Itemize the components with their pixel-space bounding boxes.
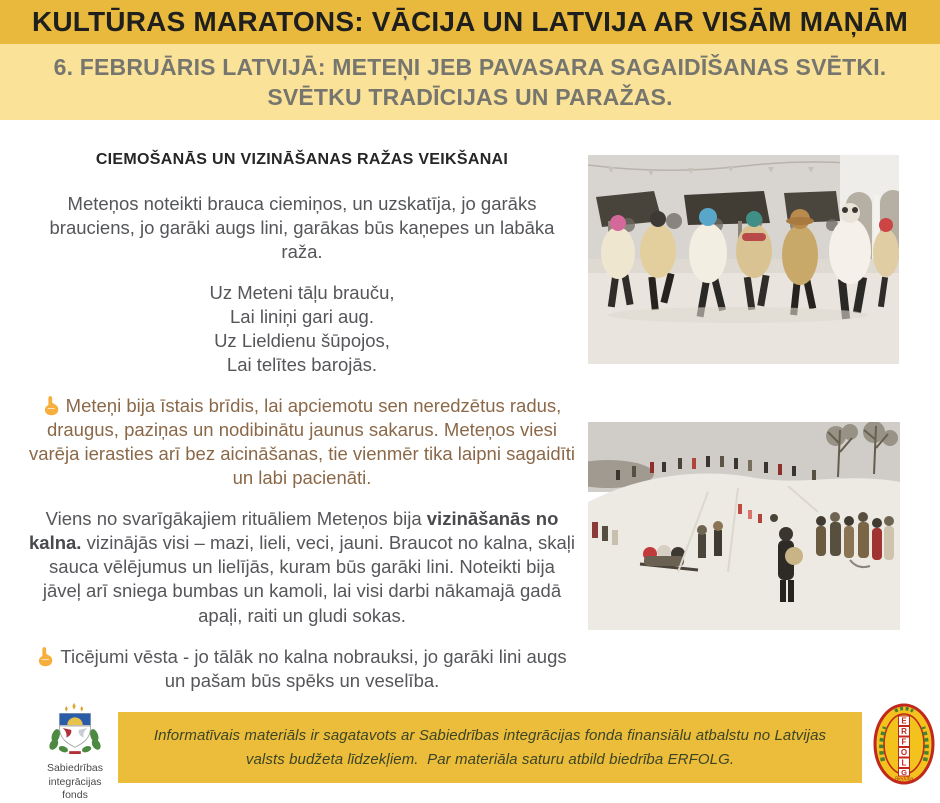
header-band xyxy=(0,0,940,44)
poem-line: Uz Lieldienu šūpojos, xyxy=(214,330,390,352)
folk-poem xyxy=(28,281,576,377)
erfolg-logo xyxy=(873,703,935,785)
subtitle-line-2: SVĒTKU TRADĪCIJAS UN PARAŽAS. xyxy=(267,83,673,110)
erfolg-letter: R xyxy=(901,727,907,737)
poem-line: Lai telītes barojās. xyxy=(226,354,378,376)
sif-caption-line-1: Sabiedrības integrācijas xyxy=(46,762,104,788)
poem-line: Uz Meteni tāļu brauču, xyxy=(209,281,395,303)
footer-line-1: Informatīvais materiāls ir sagatavots ar Sabiedrības integrācijas fonda finansiālu atbalstu no Latvijas xyxy=(153,727,827,745)
paragraph-visiting: Meteņos noteikti brauca ciemiņos, un uzskatīja, jo garāks brauciens, jo garāki augs lini, garākas būs kaņepes un labāka raža. xyxy=(49,192,555,262)
page-title: KULTŪRAS MARATONS: VĀCIJA UN LATVIJA AR VISĀM MAŅĀM xyxy=(31,6,909,37)
paragraph-highlight xyxy=(28,394,576,490)
sif-caption-line-2: fonds xyxy=(62,789,88,802)
belief-text: Ticējumi vēsta - jo tālāk no kalna nobrauksi, jo garāki lini augs un pašam būs spēks un veselība. xyxy=(60,645,567,691)
sif-caption xyxy=(22,762,128,803)
pointing-finger-icon xyxy=(37,646,55,667)
footer-disclaimer-box xyxy=(118,712,862,783)
erfolg-bottom-arc-text: Biedrība xyxy=(894,776,914,783)
ritual-text-suffix: vizinājās visi – mazi, lieli, veci, jauni. Braucot no kalna, skaļi sauca vēlējumus un lielījās, kuram būs garāki lini. Noteikti bija jāveļ arī sniega bumbas un kamoli, lai visi darbi nākamajā gadā apaļi, raiti un gludi sokas. xyxy=(42,532,575,626)
section-heading: CIEMOŠANĀS UN VIZINĀŠANAS RAŽAS VEIKŠANAI xyxy=(95,151,509,168)
ritual-text-prefix: Viens no svarīgākajiem rituāliem Meteņos bija xyxy=(45,508,427,530)
subtitle-line-1: 6. FEBRUĀRIS LATVIJĀ: METEŅI JEB PAVASARA SAGAIDĪŠANAS SVĒTKI. xyxy=(53,53,887,80)
erfolg-letter: E xyxy=(901,716,907,726)
erfolg-letter: L xyxy=(901,758,907,768)
pointing-finger-icon xyxy=(43,395,61,416)
article-column xyxy=(28,150,576,710)
erfolg-letter: G xyxy=(901,767,907,777)
photo-sledding-hill xyxy=(588,422,900,630)
sif-logo xyxy=(22,701,128,803)
latvia-coat-of-arms-icon xyxy=(46,701,104,755)
photo-meteni-masks xyxy=(588,155,899,364)
paragraph-belief xyxy=(28,645,576,693)
paragraph-ritual xyxy=(28,507,576,627)
poem-line: Lai liniņi gari aug. xyxy=(230,305,374,327)
ritual-text-bold: vizināšanās no kalna. xyxy=(29,508,559,554)
footer-line-2: valsts budžeta līdzekļiem. Par materiāla saturu atbild biedrība ERFOLG. xyxy=(245,750,735,768)
highlight-text: Meteņi bija īstais brīdis, lai apciemotu sen neredzētus radus, draugus, paziņas un nodibinātu jaunus sakarus. Meteņos viesi varēja ierasties arī bez aicināšanas, tie vienmēr tika laipni sagaidīti un labi pacienāti. xyxy=(28,395,576,489)
erfolg-letter: O xyxy=(900,748,908,758)
subtitle-band xyxy=(0,44,940,120)
erfolg-emblem-icon xyxy=(873,703,935,785)
erfolg-letter: F xyxy=(901,737,907,747)
